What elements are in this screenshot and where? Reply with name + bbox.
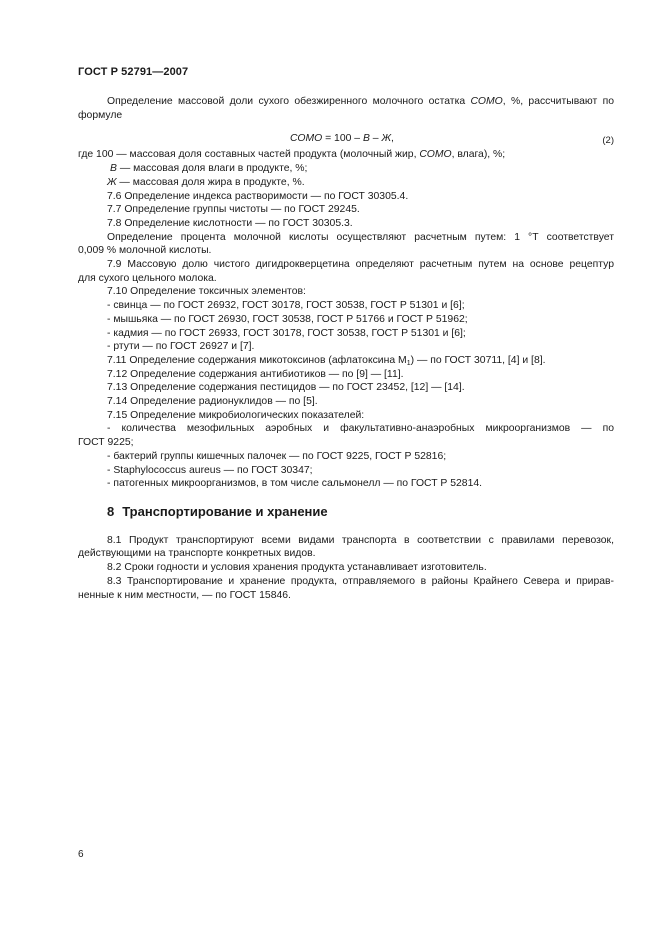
- page-content: [78, 95, 614, 602]
- document-header: ГОСТ Р 52791—2007: [78, 66, 189, 78]
- toxic-lead: - свинца — по ГОСТ 26932, ГОСТ 30178, ГОСТ 30538, ГОСТ Р 51301 и [6];: [107, 300, 465, 312]
- acid-paragraph: Определение процента молочной кислоты осуществляют расчетным путем: 1 °Т соответствует: [107, 231, 614, 243]
- micro-mesophilic: - количества мезофильных аэробных и факультативно-анаэробных микроорганизмов — по: [107, 423, 614, 435]
- toxic-mercury: - ртути — по ГОСТ 26927 и [7].: [107, 341, 255, 353]
- como-term: СОМО: [470, 96, 503, 107]
- item-7-9: 7.9 Массовую долю чистого дигидрокверцетина определяют расчетным путем на основе рецептур: [107, 259, 614, 271]
- item-7-12: 7.12 Определение содержания антибиотиков — по [9] — [11].: [107, 368, 404, 380]
- intro-text-end: , %, рассчитывают по: [502, 96, 614, 107]
- item-8-1: 8.1 Продукт транспортируют всеми видами транспорта в соответствии с правилами перевозок,: [107, 534, 614, 546]
- intro-paragraph: [78, 95, 614, 109]
- toxic-cadmium: - кадмия — по ГОСТ 26933, ГОСТ 30178, ГОСТ 30538, ГОСТ Р 51301 и [6];: [107, 327, 466, 339]
- micro-staphylococcus: - Staphylococcus aureus — по ГОСТ 30347;: [107, 464, 313, 476]
- formula-2: [78, 131, 614, 148]
- item-7-10: 7.10 Определение токсичных элементов:: [107, 286, 306, 298]
- micro-pathogens: - патогенных микроорганизмов, в том числе сальмонелл — по ГОСТ Р 52814.: [107, 478, 483, 490]
- definition-zh: Ж — массовая доля жира в продукте, %.: [107, 176, 305, 188]
- micro-mesophilic-line2: ГОСТ 9225;: [78, 437, 134, 449]
- item-7-13: 7.13 Определение содержания пестицидов — по ГОСТ 23452, [12] — [14].: [107, 382, 465, 394]
- item-8-3-line2: ненные к ним местности, — по ГОСТ 15846.: [78, 589, 291, 601]
- micro-coliform: - бактерий группы кишечных палочек — по ГОСТ 9225, ГОСТ Р 52816;: [107, 450, 447, 462]
- item-8-3: 8.3 Транспортирование и хранение продукта, отправляемого в районы Крайнего Севера и прирав-: [107, 575, 614, 587]
- item-7-9-line2: для сухого цельного молока.: [78, 272, 217, 284]
- item-7-8: 7.8 Определение кислотности — по ГОСТ 30305.3.: [107, 217, 353, 229]
- item-7-6: 7.6 Определение индекса растворимости — по ГОСТ 30305.4.: [107, 190, 409, 202]
- formula-number: (2): [602, 135, 614, 147]
- item-7-14: 7.14 Определение радионуклидов — по [5].: [107, 396, 318, 408]
- intro-paragraph-line2: формуле: [78, 109, 123, 121]
- item-7-7: 7.7 Определение группы чистоты — по ГОСТ 29245.: [107, 204, 360, 216]
- toxic-arsenic: - мышьяка — по ГОСТ 26930, ГОСТ 30538, ГОСТ Р 51766 и ГОСТ Р 51962;: [107, 313, 468, 325]
- item-8-1-line2: действующими на транспорте конкретных видов.: [78, 548, 316, 560]
- definition-b: В — массовая доля влаги в продукте, %;: [110, 163, 308, 175]
- definition-100: где 100 — массовая доля составных частей продукта (молочный жир, СОМО, влага), %;: [78, 149, 506, 161]
- intro-text: Определение массовой доли сухого обезжиренного молочного остатка: [107, 96, 471, 107]
- page-number: 6: [78, 849, 84, 860]
- item-8-2: 8.2 Сроки годности и условия хранения продукта устанавливает изготовитель.: [107, 562, 487, 574]
- formula-definitions: [78, 148, 614, 189]
- acid-paragraph-line2: 0,009 % молочной кислоты.: [78, 245, 212, 257]
- formula-expression: СОМО = 100 – В – Ж,: [290, 133, 394, 145]
- section-8-heading: 8 Транспортирование и хранение: [107, 503, 328, 519]
- item-7-11: 7.11 Определение содержания микотоксинов (афлатоксина $М_1$) — по ГОСТ 30711, [4] и [8].: [107, 354, 546, 367]
- item-7-15: 7.15 Определение микробиологических показателей:: [107, 409, 365, 421]
